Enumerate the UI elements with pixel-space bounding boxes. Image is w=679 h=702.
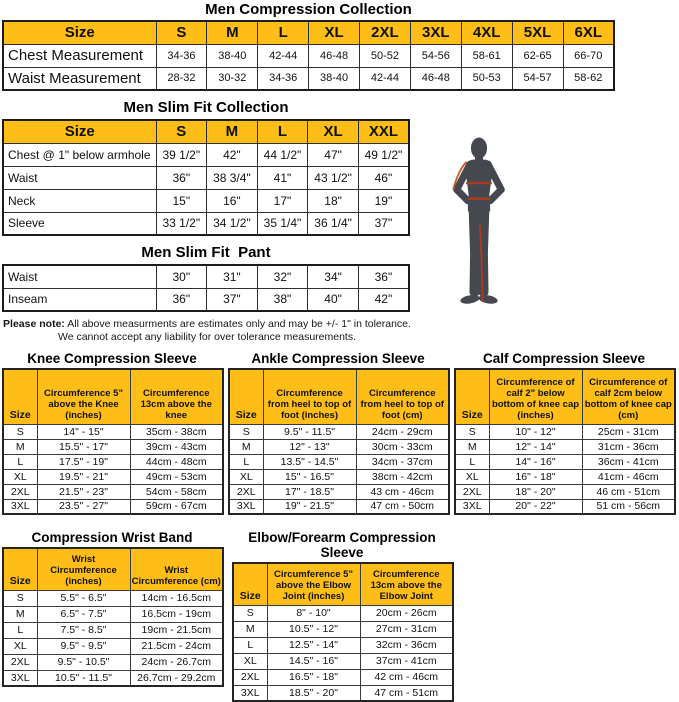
inches-cell: 12" - 13" bbox=[263, 439, 356, 454]
inches-cell: 13.5" - 14.5" bbox=[263, 454, 356, 469]
size-column-header: 5XL bbox=[512, 21, 563, 44]
size-cell: 2XL bbox=[455, 484, 489, 499]
size-column-header: XL bbox=[308, 120, 359, 143]
size-cell: XL bbox=[455, 469, 489, 484]
cm-cell: 59cm - 67cm bbox=[130, 499, 223, 514]
measurement-row bbox=[3, 44, 614, 67]
size-row bbox=[3, 654, 223, 670]
size-cell: S bbox=[455, 424, 489, 439]
size-cell: 2XL bbox=[233, 669, 267, 685]
value-cell: 42-44 bbox=[258, 44, 309, 67]
inches-cell: 8" - 10" bbox=[267, 605, 360, 621]
size-cell: M bbox=[3, 439, 37, 454]
value-cell: 37" bbox=[207, 288, 258, 311]
value-cell: 43 1/2" bbox=[308, 166, 359, 189]
size-cell: M bbox=[455, 439, 489, 454]
size-cell: L bbox=[3, 454, 37, 469]
inches-column-header: Wrist Circumference (inches) bbox=[37, 548, 130, 590]
value-cell: 35 1/4" bbox=[257, 212, 308, 235]
size-header-row bbox=[3, 21, 614, 44]
value-cell: 34 1/2" bbox=[207, 212, 258, 235]
size-column-header: 6XL bbox=[563, 21, 614, 44]
cm-cell: 24cm - 26.7cm bbox=[130, 654, 223, 670]
size-row bbox=[3, 499, 223, 514]
inches-cell: 12.5" - 14" bbox=[267, 637, 360, 653]
size-row bbox=[233, 605, 453, 621]
size-row bbox=[3, 484, 223, 499]
inches-cell: 14.5" - 16" bbox=[267, 653, 360, 669]
size-header-cell: Size bbox=[3, 21, 156, 44]
inches-cell: 19.5" - 21" bbox=[37, 469, 130, 484]
size-cell: M bbox=[3, 606, 37, 622]
sleeve-size-table bbox=[232, 562, 454, 702]
value-cell: 42-44 bbox=[360, 67, 411, 90]
inches-cell: 9.5" - 9.5" bbox=[37, 638, 130, 654]
size-column-header: Size bbox=[229, 369, 263, 424]
sleeve-table-section bbox=[232, 530, 452, 702]
value-cell: 66-70 bbox=[563, 44, 614, 67]
size-cell: L bbox=[233, 637, 267, 653]
cm-cell: 47 cm - 50cm bbox=[356, 499, 449, 514]
figure-right-leg bbox=[483, 210, 484, 292]
value-cell: 62-65 bbox=[512, 44, 563, 67]
value-cell: 36" bbox=[156, 288, 207, 311]
cm-cell: 43 cm - 46cm bbox=[356, 484, 449, 499]
value-cell: 36" bbox=[156, 166, 207, 189]
sleeve-size-table bbox=[228, 368, 450, 515]
value-cell: 34" bbox=[308, 265, 359, 288]
sleeve-table-title: Compression Wrist Band bbox=[31, 530, 193, 545]
inches-cell: 17.5" - 19" bbox=[37, 454, 130, 469]
cm-column-header: Circumference 13cm above the knee bbox=[130, 369, 223, 424]
size-cell: L bbox=[455, 454, 489, 469]
sleeve-size-table bbox=[2, 368, 224, 515]
inches-cell: 21.5" - 23" bbox=[37, 484, 130, 499]
cm-column-header: Wrist Circumference (cm) bbox=[130, 548, 223, 590]
cm-cell: 21.5cm - 24cm bbox=[130, 638, 223, 654]
value-cell: 46-48 bbox=[309, 44, 360, 67]
cm-cell: 46 cm - 51cm bbox=[582, 484, 675, 499]
cm-cell: 30cm - 33cm bbox=[356, 439, 449, 454]
size-column-header: 3XL bbox=[410, 21, 461, 44]
cm-column-header: Circumference 13cm above the Elbow Joint bbox=[360, 563, 453, 605]
cm-cell: 54cm - 58cm bbox=[130, 484, 223, 499]
value-cell: 17" bbox=[257, 189, 308, 212]
cm-cell: 32cm - 36cm bbox=[360, 637, 453, 653]
inches-cell: 10" - 12" bbox=[489, 424, 582, 439]
sleeve-table-title: Knee Compression Sleeve bbox=[27, 351, 197, 366]
men-slim-fit-pant-table bbox=[2, 264, 410, 312]
cm-cell: 41cm - 46cm bbox=[582, 469, 675, 484]
inches-cell: 10.5" - 11.5" bbox=[37, 670, 130, 686]
men-slim-fit-collection-section bbox=[2, 99, 410, 236]
cm-cell: 38cm - 42cm bbox=[356, 469, 449, 484]
size-column-header: L bbox=[258, 21, 309, 44]
measurement-label: Waist bbox=[3, 265, 156, 288]
size-cell: XL bbox=[3, 638, 37, 654]
value-cell: 30" bbox=[156, 265, 207, 288]
measurement-label: Waist Measurement bbox=[3, 67, 156, 90]
measurement-label: Chest Measurement bbox=[3, 44, 156, 67]
value-cell: 37" bbox=[358, 212, 409, 235]
size-cell: 2XL bbox=[229, 484, 263, 499]
size-row bbox=[233, 621, 453, 637]
cm-cell: 42 cm - 46cm bbox=[360, 669, 453, 685]
size-cell: 3XL bbox=[233, 685, 267, 701]
cm-cell: 24cm - 29cm bbox=[356, 424, 449, 439]
inches-cell: 7.5" - 8.5" bbox=[37, 622, 130, 638]
size-row bbox=[3, 424, 223, 439]
tolerance-note bbox=[0, 318, 414, 344]
inches-column-header: Circumference 5" above the Elbow Joint (inches) bbox=[267, 563, 360, 605]
size-row bbox=[229, 439, 449, 454]
sleeve-tables-row-1 bbox=[2, 351, 674, 515]
value-cell: 49 1/2" bbox=[358, 143, 409, 166]
size-cell: 3XL bbox=[3, 670, 37, 686]
size-column-header: 4XL bbox=[461, 21, 512, 44]
size-column-header: S bbox=[156, 21, 207, 44]
sleeve-table-section bbox=[2, 530, 222, 702]
value-cell: 44 1/2" bbox=[257, 143, 308, 166]
cm-cell: 47 cm - 51cm bbox=[360, 685, 453, 701]
measurement-row bbox=[3, 143, 409, 166]
sleeve-table-title: Calf Compression Sleeve bbox=[482, 351, 646, 366]
cm-cell: 49cm - 53cm bbox=[130, 469, 223, 484]
value-cell: 42" bbox=[207, 143, 258, 166]
size-column-header: Size bbox=[233, 563, 267, 605]
size-cell: 3XL bbox=[455, 499, 489, 514]
size-header-cell: Size bbox=[3, 120, 156, 143]
size-row bbox=[233, 637, 453, 653]
size-cell: XL bbox=[3, 469, 37, 484]
value-cell: 40" bbox=[308, 288, 359, 311]
value-cell: 54-57 bbox=[512, 67, 563, 90]
cm-cell: 26.7cm - 29.2cm bbox=[130, 670, 223, 686]
size-cell: M bbox=[229, 439, 263, 454]
inches-cell: 16.5" - 18" bbox=[267, 669, 360, 685]
value-cell: 50-52 bbox=[360, 44, 411, 67]
size-row bbox=[455, 424, 675, 439]
sleeve-header-row bbox=[3, 548, 223, 590]
value-cell: 50-53 bbox=[461, 67, 512, 90]
size-column-header: Size bbox=[455, 369, 489, 424]
value-cell: 38" bbox=[257, 288, 308, 311]
size-row bbox=[229, 484, 449, 499]
inches-cell: 15" - 16.5" bbox=[263, 469, 356, 484]
size-row bbox=[233, 685, 453, 701]
size-row bbox=[3, 590, 223, 606]
cm-cell: 25cm - 31cm bbox=[582, 424, 675, 439]
value-cell: 54-56 bbox=[410, 44, 461, 67]
size-column-header: XL bbox=[309, 21, 360, 44]
inches-cell: 20" - 22" bbox=[489, 499, 582, 514]
cm-cell: 14cm - 16.5cm bbox=[130, 590, 223, 606]
size-column-header: M bbox=[207, 120, 258, 143]
cm-cell: 36cm - 41cm bbox=[582, 454, 675, 469]
sleeve-tables-row-2 bbox=[2, 530, 452, 702]
size-column-header: L bbox=[257, 120, 308, 143]
cm-cell: 44cm - 48cm bbox=[130, 454, 223, 469]
size-column-header: 2XL bbox=[360, 21, 411, 44]
tolerance-note-lead: Please note: bbox=[3, 318, 65, 330]
value-cell: 31" bbox=[207, 265, 258, 288]
inches-cell: 18.5" - 20" bbox=[267, 685, 360, 701]
sleeve-header-row bbox=[455, 369, 675, 424]
size-row bbox=[229, 469, 449, 484]
size-row bbox=[455, 499, 675, 514]
value-cell: 19" bbox=[358, 189, 409, 212]
inches-cell: 16" - 18" bbox=[489, 469, 582, 484]
men-compression-collection-section bbox=[2, 1, 615, 91]
size-column-header: Size bbox=[3, 369, 37, 424]
size-row bbox=[3, 439, 223, 454]
value-cell: 38 3/4" bbox=[207, 166, 258, 189]
size-column-header: S bbox=[156, 120, 207, 143]
size-row bbox=[233, 653, 453, 669]
sleeve-table-title: Ankle Compression Sleeve bbox=[251, 351, 425, 366]
size-column-header: XXL bbox=[358, 120, 409, 143]
cm-column-header: Circumference of calf 2cm below bottom of knee cap (cm) bbox=[582, 369, 675, 424]
inches-column-header: Circumference from heel to top of foot (inches) bbox=[263, 369, 356, 424]
men-slim-fit-pant-section bbox=[2, 244, 410, 312]
sleeve-size-table bbox=[454, 368, 676, 515]
size-cell: L bbox=[229, 454, 263, 469]
size-row bbox=[455, 454, 675, 469]
man-silhouette-icon bbox=[448, 137, 510, 307]
inches-cell: 19" - 21.5" bbox=[263, 499, 356, 514]
cm-cell: 37cm - 41cm bbox=[360, 653, 453, 669]
sleeve-table-section bbox=[2, 351, 222, 515]
size-row bbox=[3, 670, 223, 686]
value-cell: 34-36 bbox=[156, 44, 207, 67]
men-slim-fit-collection-table bbox=[2, 119, 410, 236]
size-row bbox=[455, 469, 675, 484]
size-cell: 3XL bbox=[229, 499, 263, 514]
size-cell: S bbox=[233, 605, 267, 621]
size-row bbox=[3, 622, 223, 638]
value-cell: 28-32 bbox=[156, 67, 207, 90]
inches-cell: 12" - 14" bbox=[489, 439, 582, 454]
cm-cell: 51 cm - 56cm bbox=[582, 499, 675, 514]
value-cell: 15" bbox=[156, 189, 207, 212]
inches-column-header: Circumference of calf 2" below bottom of knee cap (inches) bbox=[489, 369, 582, 424]
size-cell: M bbox=[233, 621, 267, 637]
value-cell: 16" bbox=[207, 189, 258, 212]
inches-cell: 18" - 20" bbox=[489, 484, 582, 499]
sleeve-table-title: Elbow/Forearm Compression Sleeve bbox=[248, 530, 436, 560]
size-row bbox=[3, 638, 223, 654]
value-cell: 18" bbox=[308, 189, 359, 212]
inches-cell: 9.5" - 11.5" bbox=[263, 424, 356, 439]
size-cell: 3XL bbox=[3, 499, 37, 514]
size-row bbox=[455, 484, 675, 499]
men-compression-collection-title: Men Compression Collection bbox=[205, 1, 412, 18]
tolerance-note-line1: Please note: All above measurments are estimates only and may be +/- 1" in tolerance. bbox=[3, 318, 411, 330]
size-row bbox=[455, 439, 675, 454]
measurement-row bbox=[3, 189, 409, 212]
measurement-row bbox=[3, 166, 409, 189]
size-row bbox=[229, 424, 449, 439]
measurement-label: Chest @ 1" below armhole bbox=[3, 143, 156, 166]
value-cell: 46" bbox=[358, 166, 409, 189]
sleeve-size-table bbox=[2, 547, 224, 687]
cm-column-header: Circumference from heel to top of foot (cm) bbox=[356, 369, 449, 424]
inches-cell: 15.5" - 17" bbox=[37, 439, 130, 454]
value-cell: 33 1/2" bbox=[156, 212, 207, 235]
figure-left-leg bbox=[474, 210, 475, 292]
cm-cell: 34cm - 37cm bbox=[356, 454, 449, 469]
size-cell: 2XL bbox=[3, 654, 37, 670]
inches-cell: 14" - 16" bbox=[489, 454, 582, 469]
sleeve-header-row bbox=[233, 563, 453, 605]
cm-cell: 35cm - 38cm bbox=[130, 424, 223, 439]
size-cell: XL bbox=[229, 469, 263, 484]
value-cell: 47" bbox=[308, 143, 359, 166]
cm-cell: 20cm - 26cm bbox=[360, 605, 453, 621]
size-row bbox=[229, 499, 449, 514]
measurement-label: Sleeve bbox=[3, 212, 156, 235]
measurement-label: Inseam bbox=[3, 288, 156, 311]
value-cell: 42" bbox=[358, 288, 409, 311]
inches-cell: 5.5" - 6.5" bbox=[37, 590, 130, 606]
inches-cell: 10.5" - 12" bbox=[267, 621, 360, 637]
measurement-label: Neck bbox=[3, 189, 156, 212]
value-cell: 46-48 bbox=[410, 67, 461, 90]
cm-cell: 39cm - 43cm bbox=[130, 439, 223, 454]
men-slim-fit-collection-title: Men Slim Fit Collection bbox=[123, 99, 289, 116]
value-cell: 39 1/2" bbox=[156, 143, 207, 166]
measurement-row bbox=[3, 67, 614, 90]
size-row bbox=[3, 469, 223, 484]
cm-cell: 31cm - 36cm bbox=[582, 439, 675, 454]
measurement-row bbox=[3, 288, 409, 311]
size-row bbox=[229, 454, 449, 469]
sleeve-header-row bbox=[3, 369, 223, 424]
size-cell: XL bbox=[233, 653, 267, 669]
value-cell: 36 1/4" bbox=[308, 212, 359, 235]
tolerance-note-line2: We cannot accept any liability for over tolerance measurements. bbox=[57, 331, 357, 343]
inches-cell: 9.5" - 10.5" bbox=[37, 654, 130, 670]
size-column-header: M bbox=[207, 21, 258, 44]
inches-cell: 17" - 18.5" bbox=[263, 484, 356, 499]
cm-cell: 19cm - 21.5cm bbox=[130, 622, 223, 638]
size-cell: S bbox=[229, 424, 263, 439]
inches-cell: 14" - 15" bbox=[37, 424, 130, 439]
value-cell: 58-62 bbox=[563, 67, 614, 90]
male-figure-illustration bbox=[448, 137, 510, 307]
size-row bbox=[3, 606, 223, 622]
size-cell: S bbox=[3, 590, 37, 606]
size-row bbox=[233, 669, 453, 685]
size-cell: S bbox=[3, 424, 37, 439]
size-column-header: Size bbox=[3, 548, 37, 590]
size-cell: 2XL bbox=[3, 484, 37, 499]
men-compression-collection-table bbox=[2, 20, 615, 91]
inches-cell: 23.5" - 27" bbox=[37, 499, 130, 514]
value-cell: 36" bbox=[358, 265, 409, 288]
cm-cell: 16.5cm - 19cm bbox=[130, 606, 223, 622]
sleeve-header-row bbox=[229, 369, 449, 424]
measurement-label: Waist bbox=[3, 166, 156, 189]
sleeve-table-section bbox=[228, 351, 448, 515]
size-row bbox=[3, 454, 223, 469]
value-cell: 32" bbox=[257, 265, 308, 288]
size-header-row bbox=[3, 120, 409, 143]
value-cell: 30-32 bbox=[207, 67, 258, 90]
inches-cell: 6.5" - 7.5" bbox=[37, 606, 130, 622]
size-cell: L bbox=[3, 622, 37, 638]
value-cell: 58-61 bbox=[461, 44, 512, 67]
measurement-row bbox=[3, 212, 409, 235]
value-cell: 41" bbox=[257, 166, 308, 189]
value-cell: 38-40 bbox=[309, 67, 360, 90]
cm-cell: 27cm - 31cm bbox=[360, 621, 453, 637]
value-cell: 38-40 bbox=[207, 44, 258, 67]
inches-column-header: Circumference 5" above the Knee (inches) bbox=[37, 369, 130, 424]
value-cell: 34-36 bbox=[258, 67, 309, 90]
measurement-row bbox=[3, 265, 409, 288]
sleeve-table-section bbox=[454, 351, 674, 515]
men-slim-fit-pant-title: Men Slim Fit Pant bbox=[141, 244, 271, 261]
